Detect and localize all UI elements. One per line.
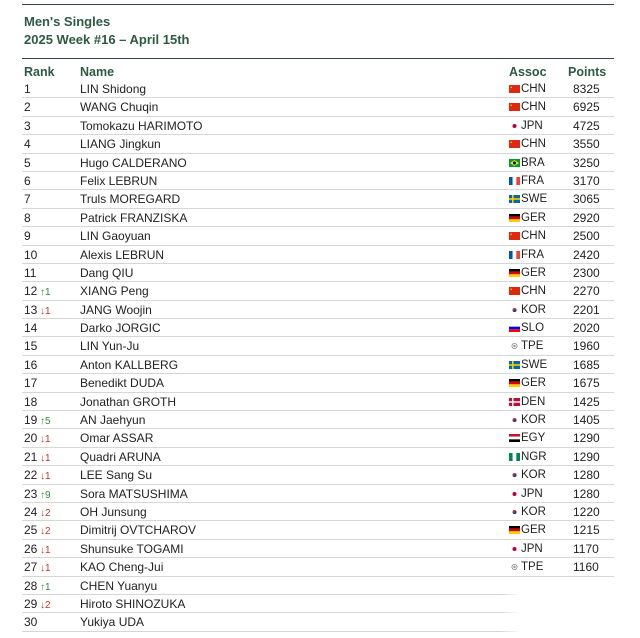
rank-cell: 18 — [24, 394, 38, 409]
player-name: Quadri ARUNA — [80, 449, 161, 464]
rank-change-value: 1 — [45, 563, 51, 575]
player-name: KAO Cheng-Jui — [80, 560, 164, 575]
rank-cell: 19 — [24, 413, 38, 428]
player-name: Yukiya UDA — [80, 615, 145, 630]
arrow-down-icon: ↓ — [40, 526, 45, 538]
points-cell: 3550 — [573, 137, 600, 152]
player-name: Shunsuke TOGAMI — [80, 541, 184, 556]
flag-chn-icon — [509, 103, 520, 111]
flag-fra-icon — [509, 177, 520, 185]
arrow-down-icon: ↓ — [40, 563, 45, 575]
rank-down-indicator — [40, 304, 51, 319]
rank-cell: 5 — [24, 155, 31, 170]
player-name: Dang QIU — [80, 265, 134, 280]
flag-tpe-icon — [509, 342, 520, 350]
flag-swe-icon — [509, 195, 520, 203]
table-row — [0, 98, 640, 116]
player-name: OH Junsung — [80, 504, 147, 519]
table-row — [0, 246, 640, 264]
assoc-code: KOR — [521, 469, 546, 482]
arrow-up-icon: ↑ — [40, 581, 45, 593]
rank-cell: 28 — [24, 578, 38, 593]
table-row — [0, 558, 640, 576]
header-rank: Rank — [24, 65, 55, 79]
points-cell: 4725 — [573, 118, 600, 133]
player-name: LIN Gaoyuan — [80, 229, 151, 244]
flag-bra-icon — [509, 159, 520, 167]
player-name: Jonathan GROTH — [80, 394, 177, 409]
table-row — [0, 448, 640, 466]
rank-cell: 11 — [24, 265, 37, 280]
rank-cell: 9 — [24, 229, 31, 244]
rank-down-indicator — [40, 524, 51, 539]
assoc-code: CHN — [521, 101, 546, 114]
flag-jpn-icon — [509, 122, 520, 130]
page-subtitle: 2025 Week #16 – April 15th — [24, 32, 190, 47]
player-name: Dimitrij OVTCHAROV — [80, 523, 196, 538]
rank-change-value: 1 — [45, 452, 51, 464]
rank-cell: 27 — [24, 560, 38, 575]
page-title: Men's Singles — [24, 14, 111, 29]
points-cell: 3250 — [573, 155, 600, 170]
flag-ngr-icon — [509, 453, 520, 461]
points-cell: 1405 — [573, 413, 600, 428]
table-row — [0, 374, 640, 392]
rank-cell: 7 — [24, 192, 31, 207]
flag-ger-icon — [509, 269, 520, 277]
table-row — [0, 301, 640, 319]
points-cell: 8325 — [573, 82, 600, 96]
assoc-code: KOR — [521, 414, 546, 427]
bottom-right-fade — [500, 578, 640, 638]
header-name: Name — [80, 65, 115, 79]
points-cell: 1280 — [573, 486, 600, 501]
flag-chn-icon — [509, 232, 520, 240]
player-name: LIN Yun-Ju — [80, 339, 140, 354]
rank-up-indicator — [40, 580, 51, 595]
assoc-code: KOR — [521, 505, 546, 518]
rank-cell: 21 — [24, 449, 38, 464]
rank-cell: 16 — [24, 357, 38, 372]
assoc-code: NGR — [521, 450, 547, 463]
rank-down-indicator — [40, 469, 51, 484]
header-assoc: Assoc — [509, 65, 547, 79]
points-cell: 3065 — [573, 192, 600, 207]
table-row — [0, 521, 640, 539]
flag-swe-icon — [509, 361, 520, 369]
points-cell: 2500 — [573, 229, 600, 244]
rank-cell: 2 — [24, 100, 31, 115]
header-points: Points — [568, 65, 607, 79]
rank-cell: 30 — [24, 615, 38, 630]
points-cell: 2201 — [573, 302, 600, 317]
table-row — [0, 117, 640, 135]
rank-cell: 6 — [24, 173, 31, 188]
points-cell: 2920 — [573, 210, 600, 225]
arrow-up-icon: ↑ — [40, 287, 45, 299]
rank-cell: 22 — [24, 468, 38, 483]
assoc-code: KOR — [521, 303, 546, 316]
flag-chn-icon — [509, 287, 520, 295]
top-rule — [22, 4, 614, 5]
points-cell: 1675 — [573, 376, 600, 391]
points-cell: 6925 — [573, 100, 600, 115]
rank-cell: 13 — [24, 302, 38, 317]
assoc-code: EGY — [521, 432, 546, 445]
points-cell: 1220 — [573, 504, 600, 519]
flag-ger-icon — [509, 214, 520, 222]
assoc-code: SWE — [521, 193, 548, 206]
rank-up-indicator — [40, 488, 51, 503]
points-cell: 2020 — [573, 321, 600, 336]
rank-cell: 10 — [24, 247, 38, 262]
flag-kor-icon — [509, 471, 520, 479]
rank-cell: 4 — [24, 137, 31, 152]
rank-cell: 14 — [24, 321, 38, 336]
table-row — [0, 429, 640, 447]
flag-ger-icon — [509, 526, 520, 534]
assoc-code: JPN — [521, 542, 543, 555]
player-name: LIN Shidong — [80, 82, 147, 96]
assoc-code: CHN — [521, 138, 546, 151]
assoc-code: CHN — [521, 285, 546, 298]
player-name: Tomokazu HARIMOTO — [80, 118, 203, 133]
flag-kor-icon — [509, 306, 520, 314]
flag-kor-icon — [509, 508, 520, 516]
rank-cell: 29 — [24, 596, 38, 611]
table-row — [0, 190, 640, 208]
rank-cell: 26 — [24, 541, 38, 556]
player-name: AN Jaehyun — [80, 413, 146, 428]
points-cell: 1160 — [573, 560, 599, 575]
arrow-down-icon: ↓ — [40, 471, 45, 483]
flag-tpe-icon — [509, 563, 520, 571]
rank-change-value: 2 — [45, 526, 51, 538]
table-row — [0, 135, 640, 153]
assoc-code: GER — [521, 266, 546, 279]
player-name: XIANG Peng — [80, 284, 149, 299]
rank-change-value: 2 — [45, 599, 51, 611]
points-cell: 2270 — [573, 284, 600, 299]
player-name: Omar ASSAR — [80, 431, 154, 446]
assoc-code: JPN — [521, 487, 543, 500]
player-name: CHEN Yuanyu — [80, 578, 158, 593]
arrow-down-icon: ↓ — [40, 599, 45, 611]
player-name: JANG Woojin — [80, 302, 152, 317]
points-cell: 2420 — [573, 247, 600, 262]
rank-change-value: 1 — [45, 305, 51, 317]
player-name: LIANG Jingkun — [80, 137, 161, 152]
rank-cell: 23 — [24, 486, 38, 501]
rank-change-value: 1 — [45, 544, 51, 556]
rank-change-value: 2 — [45, 507, 51, 519]
points-cell: 1290 — [573, 431, 600, 446]
player-name: Alexis LEBRUN — [80, 247, 165, 262]
player-name: Truls MOREGARD — [80, 192, 181, 207]
rank-up-indicator — [40, 414, 51, 429]
arrow-down-icon: ↓ — [40, 452, 45, 464]
points-cell: 1685 — [573, 357, 600, 372]
assoc-code: CHN — [521, 83, 546, 95]
table-row — [0, 356, 640, 374]
rank-cell: 8 — [24, 210, 31, 225]
flag-chn-icon — [509, 85, 520, 93]
player-name: Patrick FRANZISKA — [80, 210, 188, 225]
player-name: Anton KALLBERG — [80, 357, 179, 372]
rank-cell: 1 — [24, 82, 31, 96]
assoc-code: TPE — [521, 561, 544, 574]
rank-up-indicator — [40, 285, 51, 300]
table-row — [0, 337, 640, 355]
arrow-up-icon: ↑ — [40, 489, 45, 501]
flag-chn-icon — [509, 140, 520, 148]
rank-down-indicator — [40, 432, 51, 447]
assoc-code: SLO — [521, 322, 545, 335]
player-name: WANG Chuqin — [80, 100, 159, 115]
table-row — [0, 540, 640, 558]
rank-cell: 12 — [24, 284, 38, 299]
assoc-code: GER — [521, 377, 546, 390]
assoc-code: TPE — [521, 340, 544, 353]
player-name: Benedikt DUDA — [80, 376, 165, 391]
rank-change-value: 9 — [45, 489, 51, 501]
points-cell: 1960 — [573, 339, 600, 354]
player-name: Felix LEBRUN — [80, 173, 158, 188]
player-name: LEE Sang Su — [80, 468, 153, 483]
assoc-code: BRA — [521, 156, 545, 169]
points-cell: 1290 — [573, 449, 600, 464]
rank-cell: 17 — [24, 376, 38, 391]
table-row — [0, 411, 640, 429]
rank-change-value: 1 — [45, 287, 51, 299]
flag-kor-icon — [509, 416, 520, 424]
points-cell: 1170 — [573, 541, 599, 556]
table-header — [0, 63, 640, 81]
player-name: Hugo CALDERANO — [80, 155, 187, 170]
table-row — [0, 80, 640, 98]
table-row — [0, 485, 640, 503]
table-row — [0, 264, 640, 282]
arrow-down-icon: ↓ — [40, 507, 45, 519]
rank-down-indicator — [40, 506, 51, 521]
table-row — [0, 154, 640, 172]
points-cell: 1215 — [573, 523, 600, 538]
table-row — [0, 393, 640, 411]
rank-change-value: 1 — [45, 471, 51, 483]
rank-down-indicator — [40, 561, 51, 576]
flag-fra-icon — [509, 251, 520, 259]
table-row — [0, 172, 640, 190]
player-name: Darko JORGIC — [80, 321, 161, 336]
assoc-code: GER — [521, 524, 546, 537]
flag-egy-icon — [509, 434, 520, 442]
rank-cell: 3 — [24, 118, 31, 133]
rank-down-indicator — [40, 543, 51, 558]
flag-jpn-icon — [509, 490, 520, 498]
table-row — [0, 282, 640, 300]
flag-slo-icon — [509, 324, 520, 332]
rank-change-value: 5 — [45, 416, 51, 428]
rank-change-value: 1 — [45, 581, 51, 593]
points-cell: 3170 — [573, 173, 600, 188]
rank-down-indicator — [40, 598, 51, 613]
arrow-up-icon: ↑ — [40, 416, 45, 428]
assoc-code: SWE — [521, 358, 548, 371]
arrow-down-icon: ↓ — [40, 305, 45, 317]
rank-cell: 15 — [24, 339, 38, 354]
assoc-code: GER — [521, 211, 546, 224]
rank-down-indicator — [40, 451, 51, 466]
assoc-code: FRA — [521, 174, 544, 187]
rank-cell: 24 — [24, 504, 38, 519]
arrow-down-icon: ↓ — [40, 434, 45, 446]
arrow-down-icon: ↓ — [40, 544, 45, 556]
header-rule — [22, 58, 614, 59]
assoc-code: CHN — [521, 230, 546, 243]
table-row — [0, 319, 640, 337]
rank-cell: 25 — [24, 523, 38, 538]
table-row — [0, 209, 640, 227]
assoc-code: FRA — [521, 248, 544, 261]
ranking-table — [0, 80, 640, 632]
points-cell: 1280 — [573, 468, 600, 483]
player-name: Hiroto SHINOZUKA — [80, 596, 186, 611]
flag-ger-icon — [509, 379, 520, 387]
points-cell: 2300 — [573, 265, 600, 280]
table-row — [0, 503, 640, 521]
points-cell: 1425 — [573, 394, 600, 409]
rank-cell: 20 — [24, 431, 38, 446]
rank-change-value: 1 — [45, 434, 51, 446]
player-name: Sora MATSUSHIMA — [80, 486, 188, 501]
table-row — [0, 227, 640, 245]
table-row — [0, 466, 640, 484]
flag-jpn-icon — [509, 545, 520, 553]
assoc-code: JPN — [521, 119, 543, 132]
assoc-code: DEN — [521, 395, 546, 408]
flag-den-icon — [509, 398, 520, 406]
